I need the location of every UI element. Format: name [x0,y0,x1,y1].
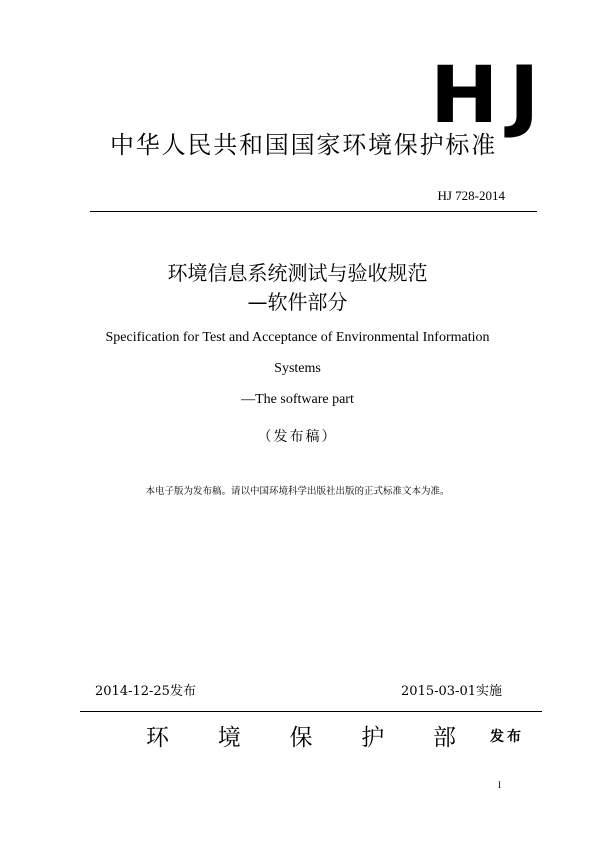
page-number: I [498,780,501,790]
document-subtitle-cn: —软件部分 [247,290,348,314]
publisher-char: 护 [361,725,385,751]
document-title-cn: 环境信息系统测试与验收规范 [167,261,428,285]
document-title-en-line1: Specification for Test and Acceptance of Environmental Information [105,330,490,345]
publisher-name [146,722,456,754]
footer-divider [80,711,542,712]
publisher-char: 部 [433,725,456,751]
publisher-char: 保 [289,725,313,751]
release-status-label: （发布稿） [257,429,338,445]
implementation-date: 2015-03-01实施 [401,684,502,699]
standard-category-title: 中华人民共和国国家环境保护标准 [110,131,497,159]
publisher-char: 环 [146,725,169,751]
issue-date: 2014-12-25发布 [95,684,196,699]
publisher-char: 境 [217,725,241,751]
document-title-en-line2: Systems [274,361,321,376]
edition-notice: 本电子版为发布稿。请以中国环境科学出版社出版的正式标准文本为准。 [145,486,450,497]
publish-label: 发布 [490,729,524,745]
standard-code: HJ 728-2014 [437,188,505,203]
document-subtitle-en: —The software part [241,392,354,407]
header-divider [90,211,537,212]
hj-logo: HJ [430,51,551,141]
